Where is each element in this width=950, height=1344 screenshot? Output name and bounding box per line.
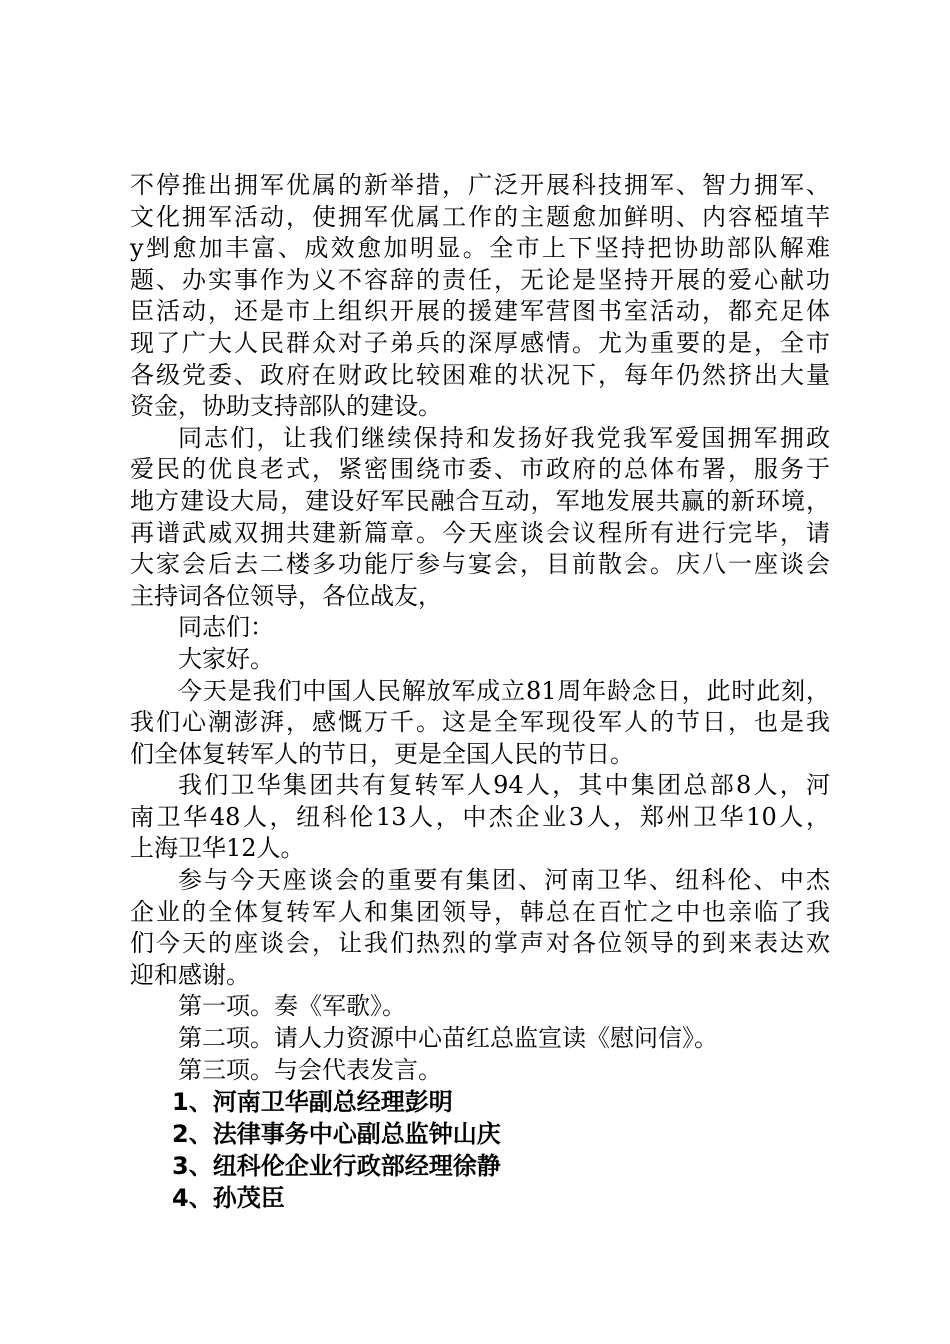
text-line: 南卫华48人，纽科伦13人，中杰企业3人，郑州卫华10人， [130,802,830,831]
agenda-item: 第一项。奏《军歌》。 [178,992,406,1021]
paragraph-first-line: 我们卫华集团共有复转军人94人，其中集团总部8人，河 [178,771,830,800]
text-line: 上海卫华12人。 [130,834,305,863]
text-line: 臣活动，还是市上组织开展的援建军营图书室活动，都充足体 [130,297,830,326]
agenda-item: 第二项。请人力资源中心苗红总监宣读《慰问信》。 [178,1024,718,1053]
agenda-item: 第三项。与会代表发言。 [178,1055,442,1084]
text-line: 企业的全体复转军人和集团领导，韩总在百忙之中也亲临了我 [130,897,830,926]
text-line: 们今天的座谈会，让我们热烈的掌声对各位领导的到来表达欢 [130,929,830,958]
text-line: 题、办实事作为义不容辞的责任，无论是坚持开展的爱心献功 [130,265,830,294]
text-line: 文化拥军活动，使拥军优属工作的主题愈加鲜明、内容椏埴芉 [130,202,830,231]
greeting: 大家好。 [178,644,274,673]
text-line: 不停推出拥军优属的新举措，广泛开展科技拥军、智力拥军、 [130,171,830,199]
text-line: 们全体复转军人的节日，更是全国人民的节日。 [130,739,634,768]
salutation: 同志们： [178,613,274,642]
speaker-item: 1、河南卫华副总经理彭明 [172,1088,453,1117]
text-line: 迎和感谢。 [130,960,250,989]
text-line: 各级党委、政府在财政比较困难的状况下，每年仍然挤出大量 [130,360,830,389]
speaker-item: 2、法律事务中心副总监钟山庆 [172,1120,501,1149]
text-line: 爱民的优良老式，紧密围绕市委、市政府的总体布署，服务于 [130,455,830,484]
text-line: 再谱武威双拥共建新篇章。今天座谈会议程所有进行完毕，请 [130,518,830,547]
text-line: 地方建设大局，建设好军民融合互动，军地发展共赢的新环境， [130,486,830,515]
document-body [130,170,830,1214]
speaker-item: 4、孙茂臣 [172,1184,285,1213]
paragraph-first-line: 今天是我们中国人民解放军成立81周年龄念日，此时此刻， [178,676,830,705]
text-line: 我们心潮澎湃，感慨万千。这是全军现役军人的节日，也是我 [130,708,830,737]
paragraph-first-line: 同志们，让我们继续保持和发扬好我党我军爱国拥军拥政 [178,423,830,452]
text-line: 大家会后去二楼多功能厅参与宴会，目前散会。庆八一座谈会 [130,550,830,579]
paragraph-first-line: 参与今天座谈会的重要有集团、河南卫华、纽科伦、中杰 [178,866,830,895]
text-line: 现了广大人民群众对子弟兵的深厚感情。尤为重要的是，全市 [130,328,830,357]
speaker-item: 3、纽科伦企业行政部经理徐静 [172,1152,501,1181]
text-line: 资金，协助支持部队的建设。 [130,392,442,421]
text-line: y剉愈加丰富、成效愈加明显。全市上下坚持把协助部队解难 [130,234,830,263]
text-line: 主持词各位领导，各位战友， [130,581,442,610]
